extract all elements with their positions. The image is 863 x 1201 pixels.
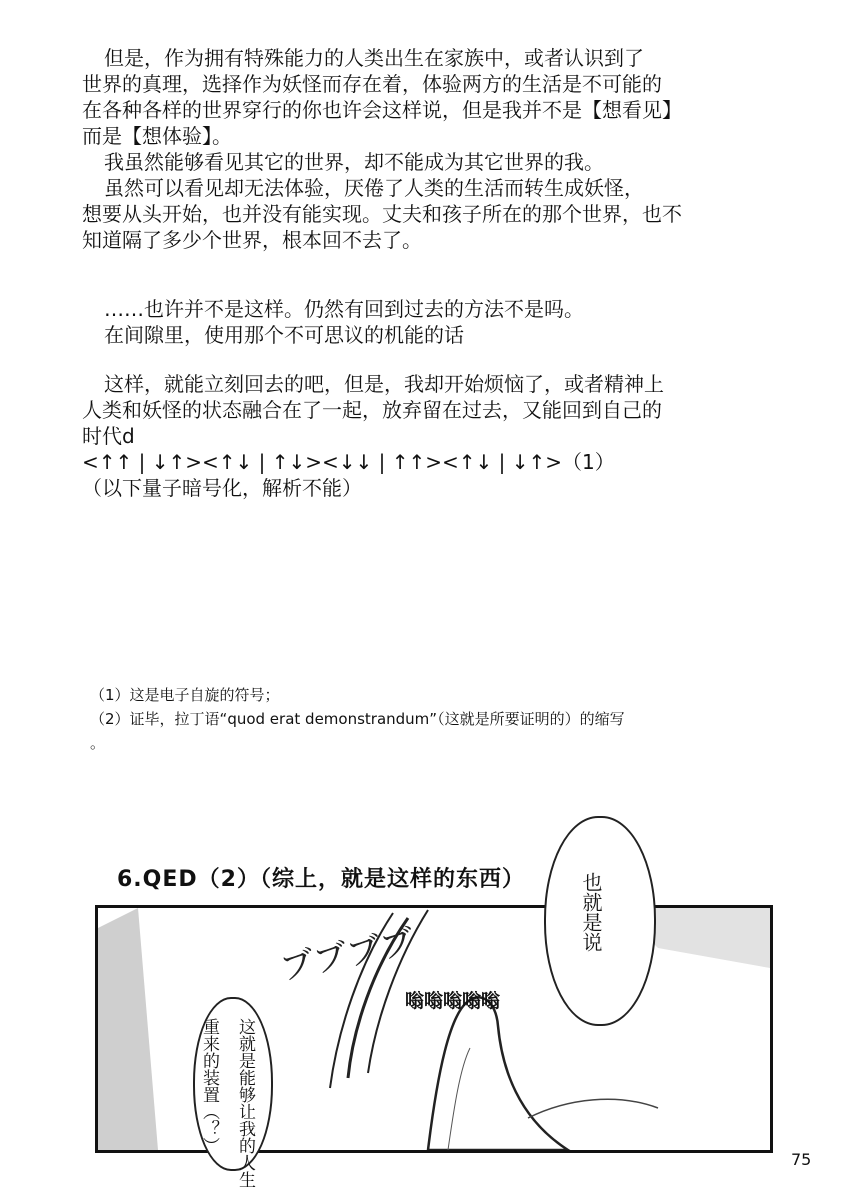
text-line: 在间隙里，使用那个不可思议的机能的话	[104, 323, 464, 347]
finger-drawing	[428, 997, 568, 1150]
speech-bubble-left-text-2: 重来的装置（？）	[199, 1018, 219, 1154]
paragraph-1	[82, 45, 722, 253]
text-line: 虽然可以看见却无法体验，厌倦了人类的生活而转生成妖怪，	[104, 176, 644, 200]
text-line: 而是【想体验】。	[82, 124, 232, 148]
text-line: ……也许并不是这样。仍然有回到过去的方法不是吗。	[104, 297, 584, 321]
paragraph-2	[82, 296, 722, 348]
sfx-caption: 嗡嗡嗡嗡嗡	[405, 990, 501, 1012]
spin-symbols-line: <↑↑ | ↓↑><↑↓ | ↑↓><↓↓ | ↑↑><↑↓ | ↓↑>（1）	[82, 450, 615, 474]
shadow-tone-left	[98, 908, 158, 1150]
text-line: （以下量子暗号化，解析不能）	[82, 476, 362, 500]
footnote-2-continuation: 。	[90, 734, 106, 752]
text-line: 知道隔了多少个世界，根本回不去了。	[82, 228, 422, 252]
footnote-1: （1）这是电子自旋的符号；	[90, 686, 280, 704]
paragraph-3	[82, 371, 722, 501]
sfx-drawn-1: ブブブブ	[276, 921, 418, 989]
text-line: 人类和妖怪的状态融合在了一起，放弃留在过去，又能回到自己的	[82, 398, 662, 422]
text-line: 但是，作为拥有特殊能力的人类出生在家族中，或者认识到了	[104, 46, 644, 70]
speech-bubble-right-text: 也就是说	[579, 872, 603, 952]
speech-bubble-left-text-1: 这就是能够让我的人生	[235, 1018, 255, 1188]
page-number: 75	[791, 1150, 812, 1169]
text-line: 想要从头开始，也并没有能实现。丈夫和孩子所在的那个世界，也不	[82, 202, 682, 226]
comic-panel-title: 6.QED（2）（综上，就是这样的东西）	[117, 867, 525, 892]
text-line: 时代d	[82, 424, 135, 448]
text-line: 世界的真理，选择作为妖怪而存在着，体验两方的生活是不可能的	[82, 72, 662, 96]
text-line: 这样，就能立刻回去的吧，但是，我却开始烦恼了，或者精神上	[104, 372, 664, 396]
text-line: 我虽然能够看见其它的世界，却不能成为其它世界的我。	[104, 150, 604, 174]
surface-line	[528, 1099, 658, 1118]
text-line: 在各种各样的世界穿行的你也许会这样说，但是我并不是【想看见】	[82, 98, 682, 122]
footnote-2: （2）证毕，拉丁语“quod erat demonstrandum”（这就是所要证明的）的缩写	[90, 710, 625, 728]
footnotes	[90, 683, 790, 755]
